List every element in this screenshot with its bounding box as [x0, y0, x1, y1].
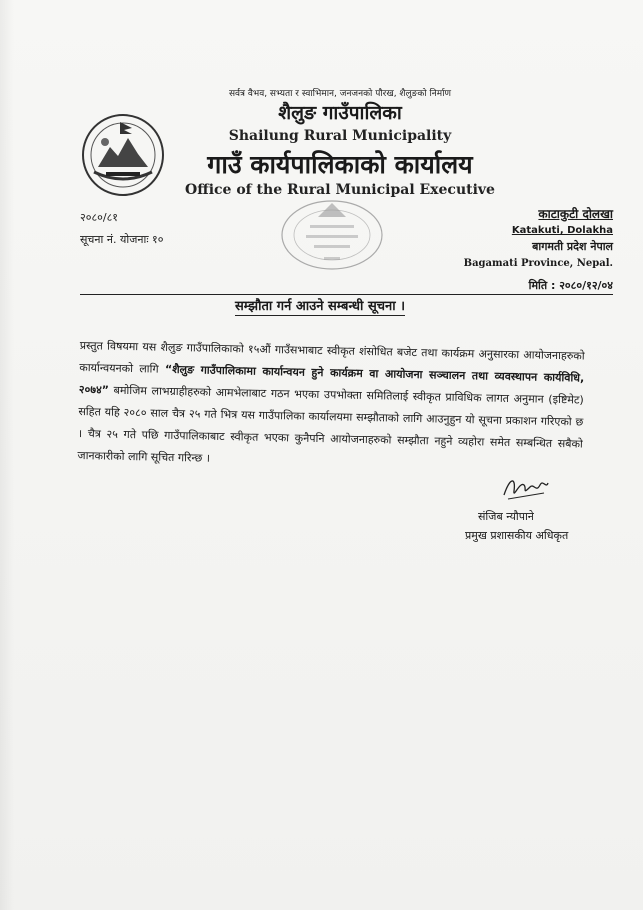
signature-icon	[500, 471, 552, 503]
reference-block	[80, 207, 163, 251]
signatory-title: प्रमुख प्रशासकीय अधिकृत	[465, 529, 569, 542]
subject-text: सम्झौता गर्न आउने सम्बन्धी सूचना ।	[234, 299, 406, 314]
address-block	[464, 205, 613, 269]
subject-heading	[150, 296, 490, 314]
motto: सर्वत्र वैभव, सभ्यता र स्वाभिमान, जनजनको पौरख, शैलुङको निर्माण	[228, 89, 452, 99]
office-stamp-icon	[270, 195, 390, 275]
body-bold-title: “शैलुङ गाउँपालिकामा कार्यान्वयन हुने कार्यक्रम वा आयोजना सञ्चालन तथा व्यवस्थापन कार्यविधि, २०७४”	[78, 362, 585, 397]
header-divider	[80, 294, 613, 295]
notice-number: सूचना नं. योजनाः १०	[80, 233, 164, 246]
signatory-name: संजिब न्यौपाने	[478, 510, 534, 523]
municipality-name-english: Shailung Rural Municipality	[228, 128, 452, 144]
municipality-emblem-icon	[80, 112, 166, 198]
office-name-english: Office of the Rural Municipal Executive	[185, 182, 495, 198]
notice-body	[77, 335, 585, 478]
document-date: मिति : २०८०/१२/०४	[528, 279, 613, 292]
scan-edge-shadow	[0, 0, 14, 910]
body-part-1: प्रस्तुत विषयमा यस शैलुङ गाउँपालिकाको १५औं गाउँसभाबाट स्वीकृत शंसोधित बजेट तथा कार्यक्रम अनुसारका आयोजनाहरुको कार्यान्वयनको लागि	[79, 338, 585, 376]
address-line-1: काटाकुटी दोलखा	[538, 207, 613, 221]
fiscal-year: २०८०/८१	[80, 211, 119, 224]
municipality-name-nepali: शैलुङ गाउँपालिका	[278, 102, 402, 124]
body-part-2: बमोजिम लाभग्राहीहरुको आमभेलाबाट गठन भएका उपभोक्ता समितिलाई स्वीकृत प्राविधिक लागत अनुमान (इष्टिमेट) सहित यहि २०८० साल चैत्र २५ गते भित्र यस गाउँपालिका कार्यालयमा सम्झौताको लागि आउनुहुन यो सूचना प्रकाशन गरिएको छ । चैत्र २५ गते पछि गाउँपालिकाबाट स्वीकृत भएका कुनैपनि आयोजनाहरुको सम्झौता नहुने व्यहोरा समेत सम्बन्धित सबैको जानकारीको लागि सूचित गरिन्छ ।	[77, 383, 584, 465]
office-name-nepali: गाउँ कार्यपालिकाको कार्यालय	[207, 150, 473, 179]
address-line-2: Katakuti, Dolakha	[511, 225, 613, 236]
address-line-3: बागमती प्रदेश नेपाल	[532, 240, 613, 253]
address-line-4: Bagamati Province, Nepal.	[463, 258, 613, 269]
